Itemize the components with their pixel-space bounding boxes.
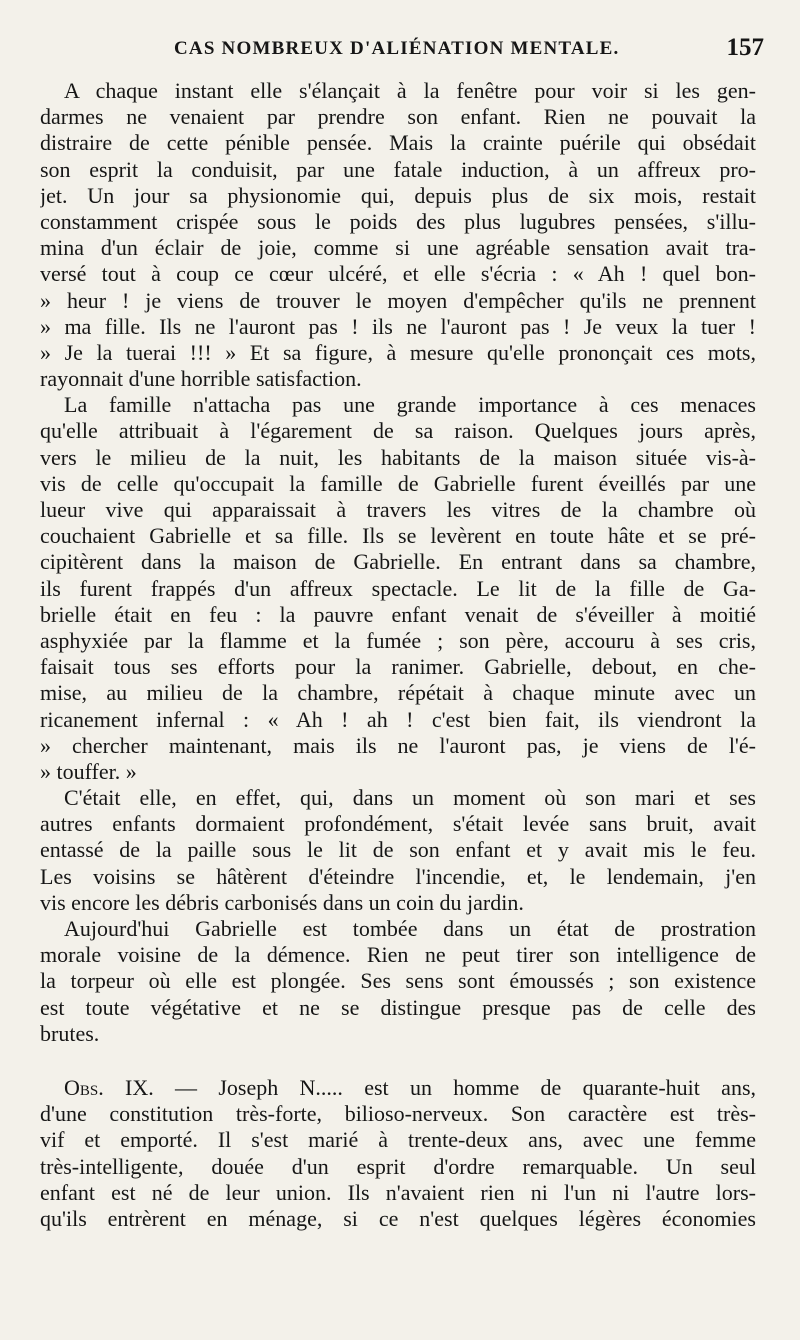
text-line: brielle était en feu : la pauvre enfant venait de s'éveiller à moitié	[40, 601, 756, 627]
text-line: mina d'un éclair de joie, comme si une agréable sensation avait tra-	[40, 235, 756, 261]
observation-first-line	[40, 1075, 756, 1101]
text-line: Les voisins se hâtèrent d'éteindre l'incendie, et, le lendemain, j'en	[40, 863, 756, 889]
text-line: entassé de la paille sous le lit de son enfant et y avait mis le feu.	[40, 837, 756, 863]
text-line: lueur vive qui apparaissait à travers les vitres de la chambre où	[40, 497, 756, 522]
text-line: son esprit la conduisit, par une fatale induction, à un affreux pro-	[40, 156, 756, 182]
text-line: vif et emporté. Il s'est marié à trente-deux ans, avec une femme	[40, 1127, 756, 1153]
text-line: asphyxiée par la flamme et la fumée ; son père, accouru à ses cris,	[40, 627, 756, 653]
text-line: autres enfants dormaient profondément, s'était levée sans bruit, avait	[40, 811, 756, 837]
text-line: rayonnait d'une horrible satisfaction.	[40, 366, 362, 392]
text-line: » touffer. »	[40, 758, 137, 784]
text-line: cipitèrent dans la maison de Gabrielle. En entrant dans sa chambre,	[40, 549, 756, 575]
text-line: » heur ! je viens de trouver le moyen d'empêcher qu'ils ne prennent	[40, 287, 756, 313]
text-line: vis de celle qu'occupait la famille de Gabrielle furent éveillés par une	[40, 470, 756, 496]
page-number: 157	[726, 34, 764, 61]
text-line: vis encore les débris carbonisés dans un coin du jardin.	[40, 889, 524, 915]
text-line: brutes.	[40, 1020, 100, 1046]
paragraph-2	[40, 392, 756, 785]
text-line: morale voisine de la démence. Rien ne peut tirer son intelligence de	[40, 942, 756, 968]
paragraph-4	[40, 916, 756, 1047]
text-line: versé tout à coup ce cœur ulcéré, et elle s'écria : « Ah ! quel bon-	[40, 261, 756, 287]
text-line: ils furent frappés d'un affreux spectacle. Le lit de la fille de Ga-	[40, 575, 756, 601]
text-line: ricanement infernal : « Ah ! ah ! c'est bien fait, ils viendront la	[40, 706, 756, 732]
running-header	[38, 34, 764, 68]
text-line: la torpeur où elle est plongée. Ses sens sont émoussés ; son existence	[40, 968, 756, 994]
observation-first-line-text: — Joseph N..... est un homme de quarante-huit ans,	[153, 1074, 756, 1100]
running-title: CAS NOMBREUX D'ALIÉNATION MENTALE.	[174, 38, 620, 59]
text-line: qu'elle attribuait à l'égarement de sa raison. Quelques jours après,	[40, 418, 756, 444]
text-line: est toute végétative et ne se distingue presque pas de celle des	[40, 994, 756, 1020]
paragraph-3	[40, 785, 756, 916]
text-line: enfant est né de leur union. Ils n'avaient rien ni l'un ni l'autre lors-	[40, 1179, 756, 1205]
text-line: darmes ne venaient par prendre son enfant. Rien ne pouvait la	[40, 104, 756, 130]
text-line: couchaient Gabrielle et sa fille. Ils se levèrent en toute hâte et se pré-	[40, 523, 756, 549]
text-line: très-intelligente, douée d'un esprit d'ordre remarquable. Un seul	[40, 1153, 756, 1179]
text-line: d'une constitution très-forte, bilioso-nerveux. Son caractère est très-	[40, 1101, 756, 1127]
text-line: faisait tous ses efforts pour la ranimer. Gabrielle, debout, en che-	[40, 654, 756, 680]
text-line: A chaque instant elle s'élançait à la fenêtre pour voir si les gen-	[64, 78, 756, 103]
paragraph-1	[40, 78, 756, 392]
text-line: mise, au milieu de la chambre, répétait à chaque minute avec un	[40, 680, 756, 706]
observation-ix	[40, 1075, 756, 1232]
text-line: » chercher maintenant, mais ils ne l'auront pas, je viens de l'é-	[40, 732, 756, 758]
text-line: La famille n'attacha pas une grande importance à ces menaces	[64, 392, 756, 418]
text-line: C'était elle, en effet, qui, dans un moment où son mari et ses	[64, 785, 756, 811]
section-gap	[40, 1047, 756, 1075]
text-line: » ma fille. Ils ne l'auront pas ! ils ne l'auront pas ! Je veux la tuer !	[40, 313, 756, 339]
body-text	[40, 78, 756, 1232]
observation-label: Obs. IX.	[64, 1074, 154, 1100]
text-line: vers le milieu de la nuit, les habitants de la maison située vis-à-	[40, 444, 756, 470]
text-line: Aujourd'hui Gabrielle est tombée dans un état de prostration	[64, 916, 756, 941]
text-line: qu'ils entrèrent en ménage, si ce n'est quelques légères économies	[40, 1205, 756, 1231]
text-line: constamment crispée sous le poids des plus lugubres pensées, s'illu-	[40, 208, 756, 234]
text-line: » Je la tuerai !!! » Et sa figure, à mesure qu'elle prononçait ces mots,	[40, 339, 756, 365]
text-line: distraire de cette pénible pensée. Mais la crainte puérile qui obsédait	[40, 130, 756, 156]
text-line: jet. Un jour sa physionomie qui, depuis plus de six mois, restait	[40, 182, 756, 208]
